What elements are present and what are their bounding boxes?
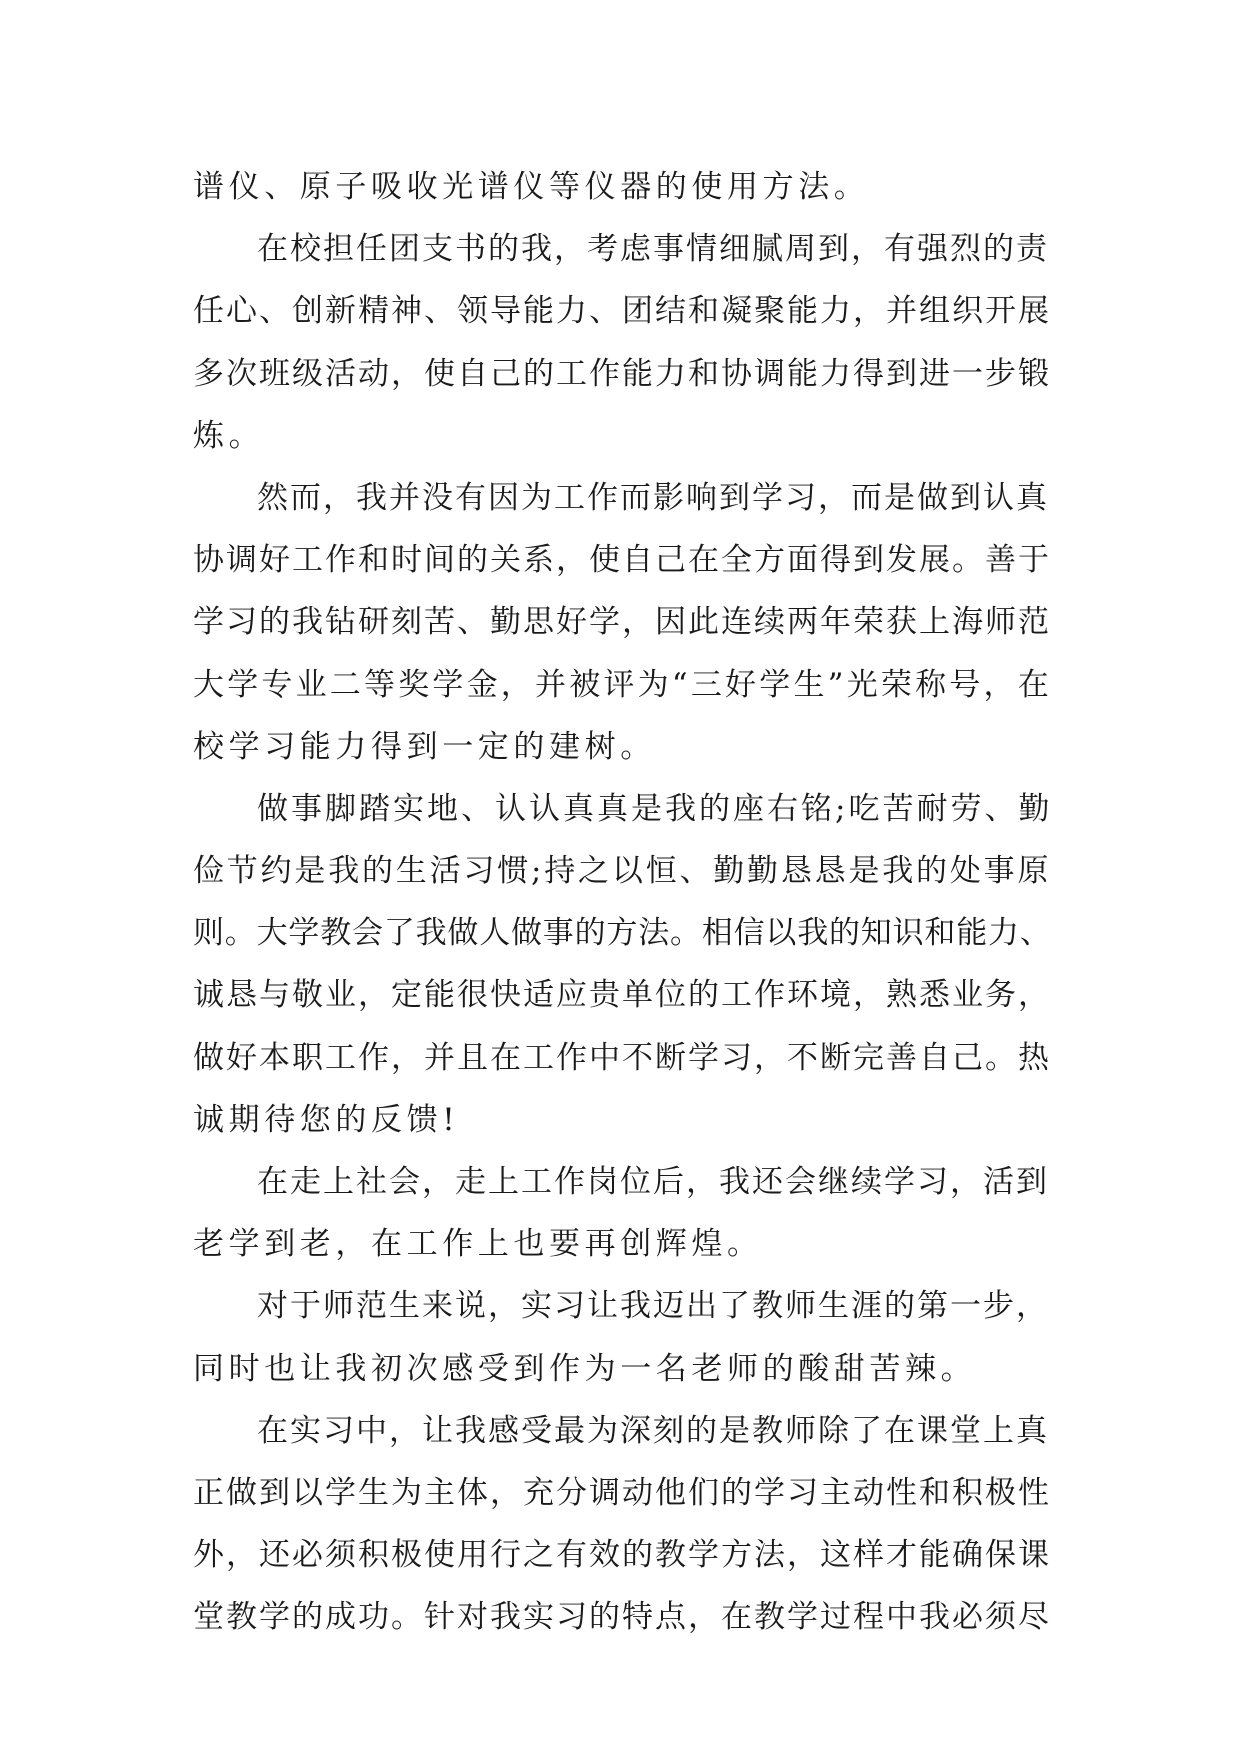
text-line: 在校担任团支书的我，考虑事情细腻周到，有强烈的责 xyxy=(257,231,1049,268)
text-line: 对于师范生来说，实习让我迈出了教师生涯的第一步， xyxy=(257,1288,1049,1325)
text-line: 诚恳与敬业，定能很快适应贵单位的工作环境，熟悉业务， xyxy=(193,977,1051,1014)
text-line: 在走上社会，走上工作岗位后，我还会继续学习，活到 xyxy=(257,1164,1049,1200)
text-line: 堂教学的成功。针对我实习的特点，在教学过程中我必须尽 xyxy=(193,1599,1051,1636)
text-line: 协调好工作和时间的关系，使自己在全方面得到发展。善于 xyxy=(193,542,1051,579)
document-body xyxy=(193,156,1053,1649)
text-line: 然而，我并没有因为工作而影响到学习，而是做到认真 xyxy=(257,479,1049,516)
paragraph xyxy=(193,156,1053,218)
paragraph xyxy=(193,778,1053,1151)
text-line: 诚期待您的反馈! xyxy=(193,1101,460,1138)
text-line: 多次班级活动，使自己的工作能力和协调能力得到进一步锻 xyxy=(193,355,1051,392)
text-line: 做事脚踏实地、认认真真是我的座右铭;吃苦耐劳、勤 xyxy=(257,790,1053,827)
text-line: 外，还必须积极使用行之有效的教学方法，这样才能确保课 xyxy=(193,1537,1051,1574)
text-line: 正做到以学生为主体，充分调动他们的学习主动性和积极性 xyxy=(193,1474,1051,1511)
text-line: 在实习中，让我感受最为深刻的是教师除了在课堂上真 xyxy=(257,1412,1049,1449)
text-line: 学习的我钻研刻苦、勤思好学，因此连续两年荣获上海师范 xyxy=(193,604,1051,641)
text-line: 老学到老，在工作上也要再创辉煌。 xyxy=(193,1226,763,1263)
text-line: 炼。 xyxy=(193,417,265,454)
text-line: 同时也让我初次感受到作为一名老师的酸甜苦辣。 xyxy=(193,1350,977,1387)
paragraph xyxy=(193,1275,1053,1399)
text-line: 大学专业二等奖学金，并被评为“三好学生”光荣称号，在 xyxy=(193,666,1052,703)
text-line: 谱仪、原子吸收光谱仪等仪器的使用方法。 xyxy=(193,169,870,205)
text-line: 做好本职工作，并且在工作中不断学习，不断完善自己。热 xyxy=(193,1039,1051,1076)
text-line: 任心、创新精神、领导能力、团结和凝聚能力，并组织开展 xyxy=(193,293,1051,330)
paragraph xyxy=(193,467,1053,778)
text-line: 俭节约是我的生活习惯;持之以恒、勤勤恳恳是我的处事原 xyxy=(193,853,1052,890)
text-line: 校学习能力得到一定的建树。 xyxy=(193,728,656,765)
text-line: 则。大学教会了我做人做事的方法。相信以我的知识和能力、 xyxy=(193,915,1052,952)
paragraph xyxy=(193,1151,1053,1275)
paragraph xyxy=(193,1400,1053,1649)
paragraph xyxy=(193,218,1053,467)
